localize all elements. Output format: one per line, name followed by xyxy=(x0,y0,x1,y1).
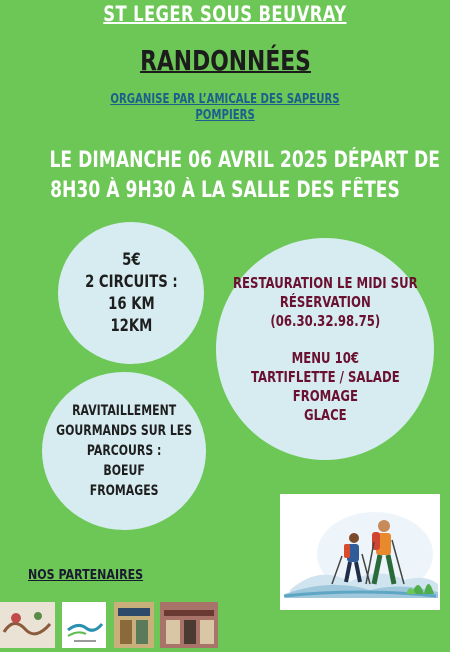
menu-price: MENU 10€ xyxy=(291,348,359,367)
ravitaillement-line-4: BOEUF xyxy=(103,463,145,479)
partners-heading xyxy=(28,568,163,583)
organizer-line-1: ORGANISE PAR L’AMICALE DES SAPEURS xyxy=(110,92,340,107)
restauration-circle xyxy=(216,238,434,460)
organizer-text xyxy=(70,92,380,124)
partner-logo-icon xyxy=(0,602,55,648)
ravitaillement-line-1: RAVITAILLEMENT xyxy=(71,403,177,419)
partners-heading-text: NOS PARTENAIRES xyxy=(28,568,144,583)
ravitaillement-line-3: PARCOURS : xyxy=(86,443,162,459)
circuits-heading: 2 CIRCUITS : xyxy=(84,272,178,292)
partner-logo xyxy=(0,602,55,648)
partner-logo xyxy=(62,602,106,648)
menu-dish-1: TARTIFLETTE / SALADE xyxy=(250,367,400,386)
ravitaillement-line-2: GOURMANDS SUR LES xyxy=(56,423,192,439)
ravitaillement-line-5: FROMAGES xyxy=(89,483,159,499)
town-title xyxy=(0,2,450,26)
event-title-text: RANDONNÉES xyxy=(139,44,311,77)
partner-logo-icon xyxy=(62,602,106,648)
circuit-distance-2: 12KM xyxy=(110,316,152,336)
date-info xyxy=(0,146,450,206)
circuits-circle xyxy=(58,222,204,364)
town-title-text: ST LEGER SOUS BEUVRAY xyxy=(103,2,347,26)
organizer-line-2: POMPIERS xyxy=(195,108,255,123)
restauration-line-2: RÉSERVATION xyxy=(279,292,371,311)
partner-logo xyxy=(114,602,154,648)
reservation-phone: (06.30.32.98.75) xyxy=(270,311,380,330)
hikers-illustration xyxy=(280,494,440,610)
date-line-1: LE DIMANCHE 06 AVRIL 2025 DÉPART DE xyxy=(49,148,440,173)
partner-logo-icon xyxy=(160,602,218,648)
menu-dish-3: GLACE xyxy=(303,405,347,424)
event-title xyxy=(0,44,450,77)
circuit-distance-1: 16 KM xyxy=(107,294,155,314)
partner-logo-icon xyxy=(114,602,154,648)
ravitaillement-circle xyxy=(42,372,206,530)
restauration-line-1: RESTAURATION LE MIDI SUR xyxy=(232,273,418,292)
partner-logo xyxy=(160,602,218,648)
hikers-illustration-svg xyxy=(280,494,440,610)
price-text: 5€ xyxy=(121,250,141,270)
date-line-2: 8H30 À 9H30 À LA SALLE DES FÊTES xyxy=(50,178,400,203)
menu-dish-2: FROMAGE xyxy=(292,386,358,405)
